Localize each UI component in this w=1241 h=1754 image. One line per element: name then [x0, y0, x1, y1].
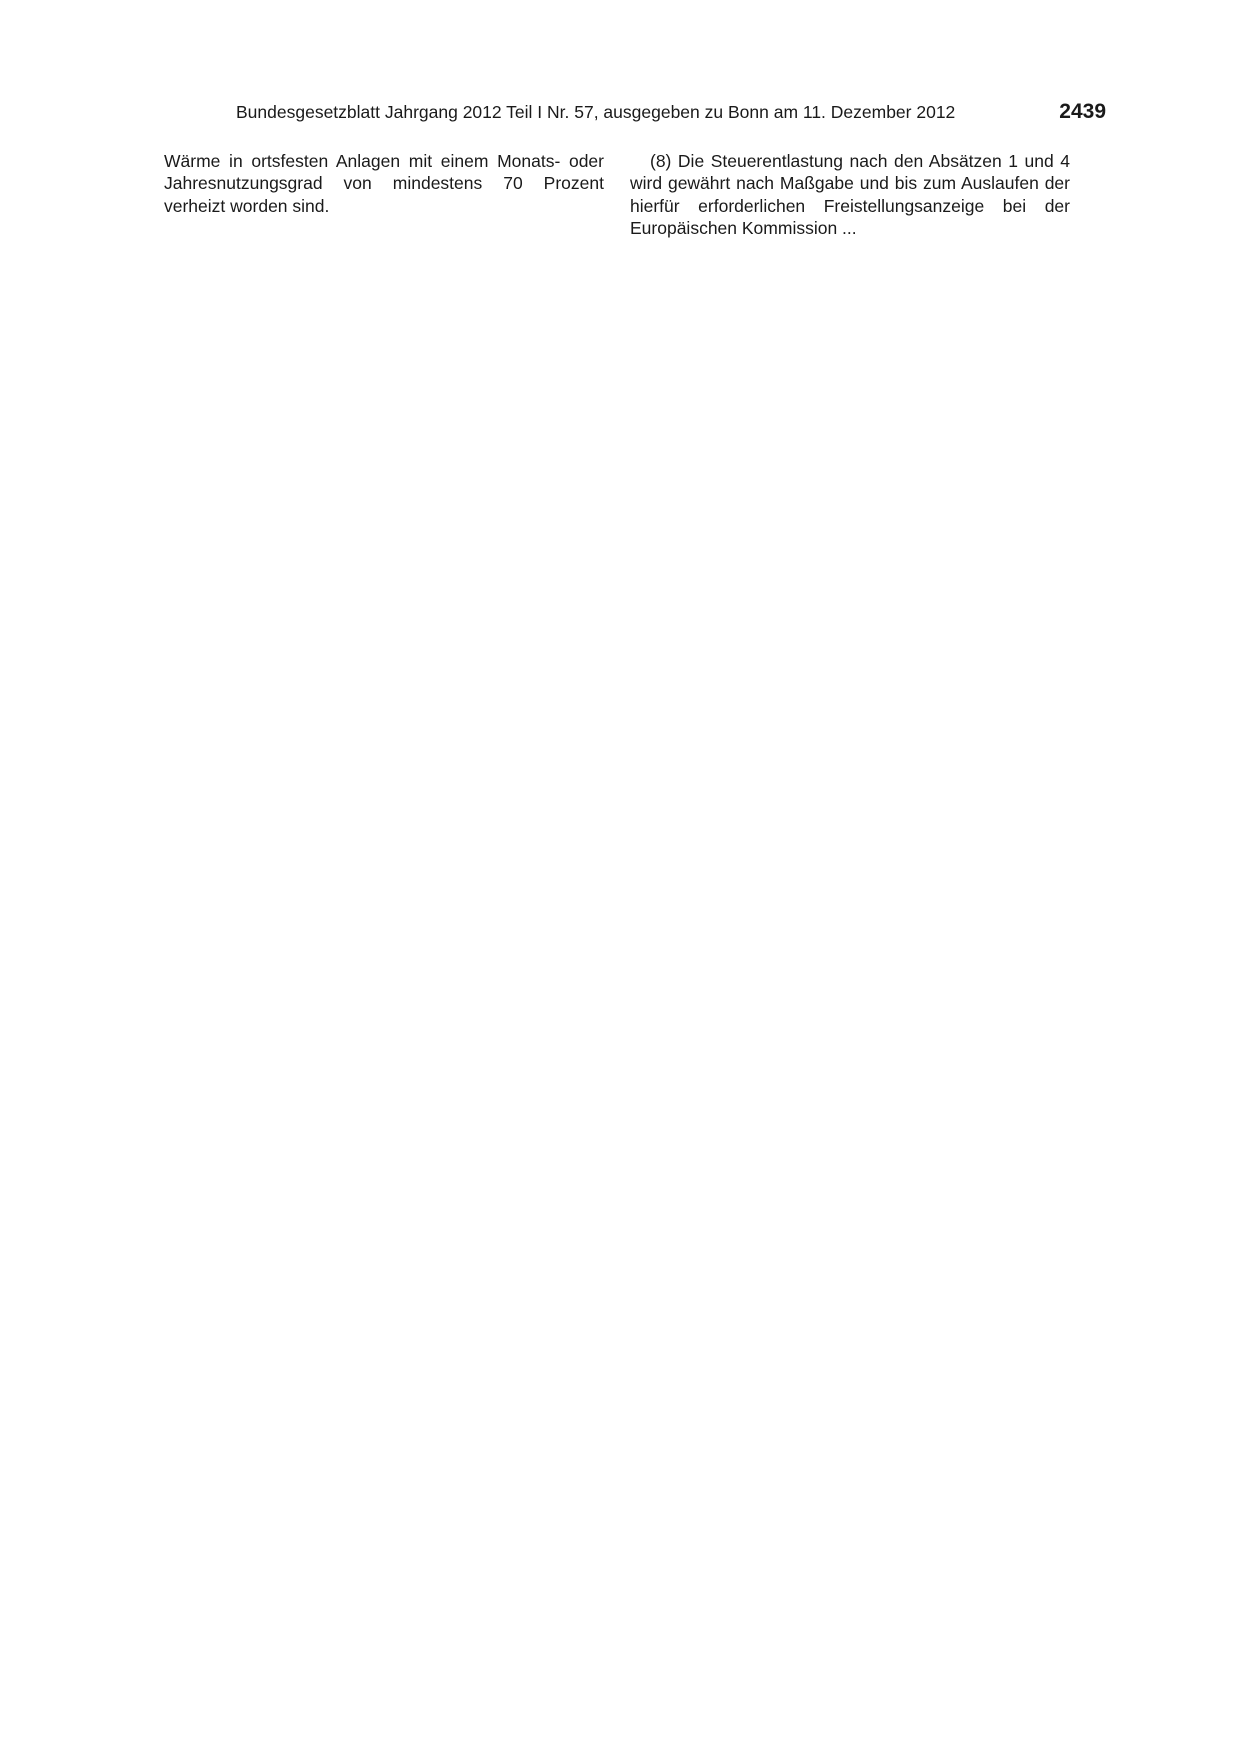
- left-excerpt: Wärme in ortsfesten Anlagen mit einem Monats- oder Jahresnutzungsgrad von mindestens 70 Prozent verheizt worden sind.: [164, 151, 604, 216]
- right-excerpt: (8) Die Steuerentlastung nach den Absätzen 1 und 4 wird gewährt nach Maßgabe und bis zum Auslaufen der hierfür erforderlichen Freistellungsanzeige bei der Europäischen Kommission ...: [630, 151, 1070, 239]
- running-title: Bundesgesetzblatt Jahrgang 2012 Teil I Nr. 57, ausgegeben zu Bonn am 11. Dezember 2012: [236, 102, 956, 122]
- right-column: [630, 150, 1070, 250]
- page-header: [236, 100, 1106, 124]
- page-number: 2439: [1059, 100, 1106, 123]
- left-column: [164, 150, 604, 227]
